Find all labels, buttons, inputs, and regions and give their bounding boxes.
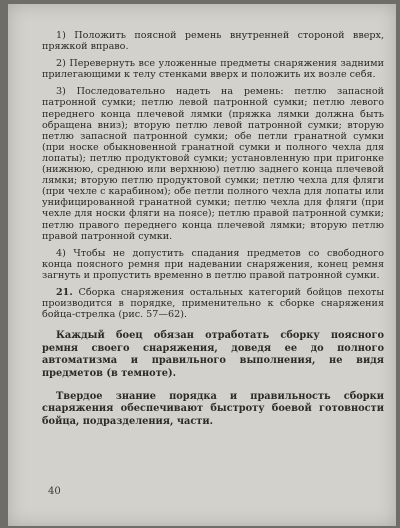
item-1: 1) Положить поясной ремень внутренней стороной вверх, пряжкой вправо.: [42, 30, 384, 53]
bold-paragraph-1: Каждый боец обязан отработать сборку поясного ремня своего снаряжения, доведя ее до полного автоматизма и правильного выполнения, не видя предметов (в темноте).: [42, 330, 384, 380]
bold-paragraph-2: Твердое знание порядка и правильность сборки снаряжения обеспечивают быстроту боевой готовности бойца, подразделения, части.: [42, 390, 384, 427]
page-number: 40: [48, 486, 61, 497]
item-3: 3) Последовательно надеть на ремень: петлю запасной патронной сумки; петлю левой патронной сумки; петлю левого переднего конца плечевой лямки (пряжка лямки должна быть обращена вниз); вторую петлю левой патронной сумки; вторую петлю запасной патронной сумки; обе петли гранатной сумки (при носке обыкновенной гранатной сумки и полного чехла для лопаты); петлю продуктовой сумки; установленную при пригонке (нижнюю, среднюю или верхнюю) петлю заднего конца плечевой лямки; вторую петлю продуктовой сумки; петлю чехла для фляги (при чехле с карабином); обе петли полного чехла для лопаты или унифицированной гранатной сумки; петлю чехла для фляги (при чехле для носки фляги на поясе); петлю правой патронной сумки; петлю правого переднего конца плечевой лямки; вторую петлю правой патронной сумки.: [42, 86, 384, 242]
section-21-number: 21.: [56, 286, 73, 298]
section-21-text: Сборка снаряжения остальных категорий бойцов пехоты производится в порядке, применительно к сборке снаряжения бойца-стрелка (рис. 57—62).: [42, 286, 384, 321]
book-page: [8, 4, 396, 526]
page-content: [42, 30, 384, 434]
item-2: 2) Перевернуть все уложенные предметы снаряжения задними прилегающими к телу стенками вверх и положить их возле себя.: [42, 58, 384, 81]
item-4: 4) Чтобы не допустить спадания предметов со свободного конца поясного ремня при надевании снаряжения, конец ремня загнуть и пропустить временно в петлю правой патронной сумки.: [42, 247, 384, 281]
section-21: [42, 287, 384, 320]
